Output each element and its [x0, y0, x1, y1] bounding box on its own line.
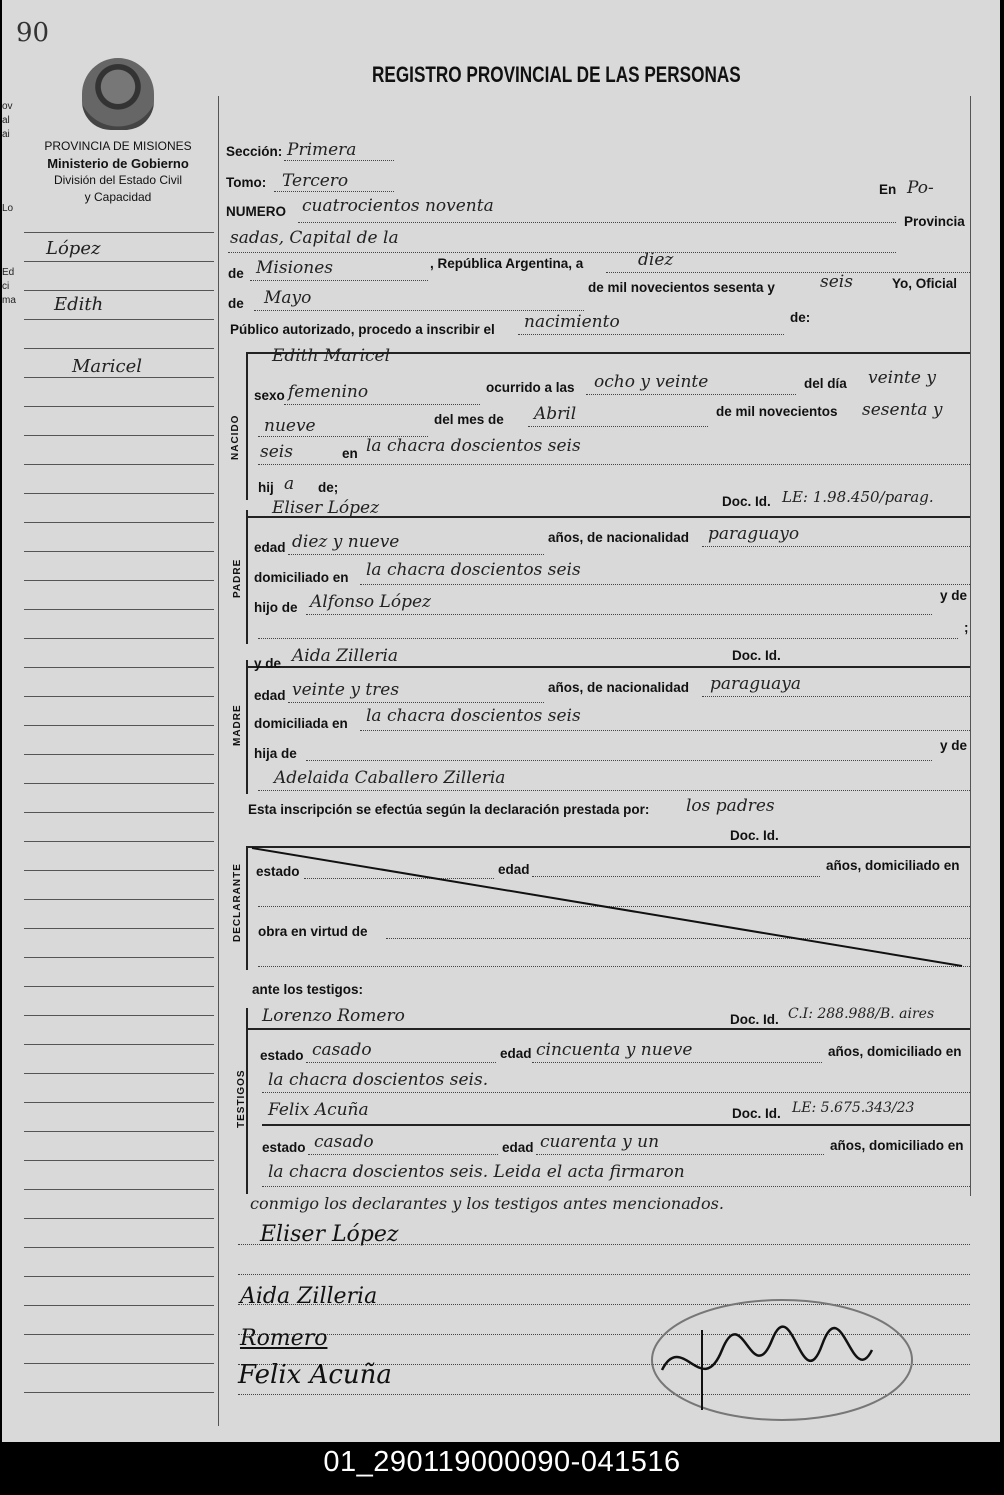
margin-rule: [24, 1276, 214, 1277]
dotted-line: [274, 191, 394, 192]
madre-yde-label: y de: [254, 656, 282, 671]
dotted-line: [288, 554, 544, 555]
edge-text: Lo: [2, 203, 14, 214]
closing-text: conmigo los declarantes y los testigos antes mencionados.: [250, 1194, 724, 1213]
ocurrido-label: ocurrido a las: [486, 380, 575, 395]
de-label: de: [228, 266, 244, 281]
agency-capacity: y Capacidad: [84, 190, 152, 204]
dotted-line: [306, 614, 932, 615]
numero-label: NUMERO: [226, 204, 286, 219]
de3-label: de:: [790, 310, 811, 325]
testigo2-edad-label: edad: [502, 1140, 534, 1155]
margin-rule: [24, 725, 214, 726]
margin-rule: [24, 580, 214, 581]
seccion-value: Primera: [287, 140, 357, 160]
lugar-value: la chacra doscientos seis: [366, 436, 581, 456]
anio2-value: seis: [260, 442, 293, 462]
agency-division: División del Estado Civil: [53, 173, 183, 187]
hij-label: hij: [258, 480, 274, 495]
declaracion-label: Esta inscripción se efectúa según la declaración prestada por:: [248, 802, 650, 817]
provincia-label: Provincia: [904, 214, 965, 229]
dotted-line: [254, 310, 584, 311]
madre-doc-label: Doc. Id.: [732, 648, 781, 663]
agency-ministry: Ministerio de Gobierno: [47, 156, 189, 171]
anio-label: de mil novecientos: [716, 404, 838, 419]
day-value: diez: [638, 250, 674, 270]
margin-rule: [24, 435, 214, 436]
testigo1-estado-label: estado: [260, 1048, 304, 1063]
margin-rule: [24, 464, 214, 465]
padre-doc-value: LE: 1.98.450/parag.: [782, 488, 934, 506]
edge-text: Ed: [2, 267, 15, 278]
del-dia-label: del día: [804, 376, 847, 391]
year-value: seis: [820, 272, 853, 292]
official-stamp-signature: [642, 1290, 932, 1430]
testigo2-estado-label: estado: [262, 1140, 306, 1155]
madre-hija-label: hija de: [254, 746, 297, 761]
dotted-line: [586, 394, 796, 395]
act-value: nacimiento: [524, 312, 620, 332]
declarante-obra-label: obra en virtud de: [258, 924, 368, 939]
testigo1-doc-label: Doc. Id.: [730, 1012, 779, 1027]
margin-first-name: Edith: [54, 294, 104, 315]
declarante-doc-label: Doc. Id.: [730, 828, 779, 843]
margin-rule: [24, 870, 214, 871]
testigo2-estado-value: casado: [314, 1132, 374, 1152]
margin-rule: [24, 928, 214, 929]
dotted-line: [306, 1062, 496, 1063]
margin-rule: [24, 232, 214, 233]
margin-rule: [24, 1044, 214, 1045]
hij-de-label: de;: [318, 480, 339, 495]
margin-surname: López: [46, 238, 101, 259]
signature-rule: [238, 1274, 970, 1275]
madre-name: Aida Zilleria: [292, 646, 399, 666]
testigos-ante-label: ante los testigos:: [252, 982, 364, 997]
tomo-label: Tomo:: [226, 175, 267, 190]
testigo2-doc-value: LE: 5.675.343/23: [792, 1100, 915, 1116]
margin-divider: [218, 96, 219, 1426]
margin-rule: [24, 1363, 214, 1364]
section-bar: [246, 352, 248, 500]
dotted-line: [528, 426, 708, 427]
hij-value: a: [284, 474, 295, 494]
dotted-line: [258, 638, 958, 639]
madre-edad-value: veinte y tres: [292, 680, 400, 700]
edge-text: al: [2, 115, 10, 126]
margin-rule: [24, 638, 214, 639]
margin-rule: [24, 1073, 214, 1074]
right-border: [970, 96, 971, 1196]
dia-value: veinte y: [868, 368, 936, 388]
testigo2-edad-value: cuarenta y un: [540, 1132, 660, 1152]
padre-y-de-label: y de: [940, 588, 968, 603]
dotted-line: [298, 222, 896, 223]
margin-rule: [24, 1392, 214, 1393]
margin-rule: [24, 406, 214, 407]
margin-rule: [24, 261, 214, 262]
edge-text: ci: [2, 281, 10, 292]
publico-label: Público autorizado, procedo a inscribir el: [230, 322, 495, 337]
seccion-label: Sección:: [226, 144, 283, 159]
hora-value: ocho y veinte: [594, 372, 709, 392]
document-header: REGISTRO PROVINCIAL DE LAS PERSONAS: [372, 62, 741, 87]
dotted-line: [702, 546, 970, 547]
padre-hijo-label: hijo de: [254, 600, 298, 615]
declaracion-value: los padres: [686, 796, 775, 816]
en-label: En: [879, 182, 897, 197]
testigo2-anios-label: años, domiciliado en: [830, 1138, 964, 1153]
issuing-agency: [18, 138, 218, 206]
margin-rule: [24, 290, 214, 291]
testigo1-anios-label: años, domiciliado en: [828, 1044, 962, 1059]
margin-rule: [24, 899, 214, 900]
signature-witness-2: Felix Acuña: [238, 1360, 392, 1390]
margin-rule: [24, 1102, 214, 1103]
anio-value: sesenta y: [862, 400, 943, 420]
oficial-label: Yo, Oficial: [892, 276, 958, 291]
madre-nac-value: paraguaya: [710, 674, 801, 694]
dotted-line: [284, 160, 394, 161]
place-value: sadas, Capital de la: [230, 228, 399, 248]
dotted-line: [308, 1154, 498, 1155]
testigo1-edad-label: edad: [500, 1046, 532, 1061]
sexo-value: femenino: [288, 382, 369, 402]
section-bar: [246, 510, 248, 644]
mes-label: del mes de: [434, 412, 504, 427]
testigos-section-label: TESTIGOS: [236, 1069, 247, 1128]
dotted-line: [258, 464, 970, 465]
margin-rule: [24, 1189, 214, 1190]
dotted-line: [288, 702, 544, 703]
margin-rule: [24, 1015, 214, 1016]
margin-rule: [24, 667, 214, 668]
dotted-line: [360, 730, 970, 731]
republica-label: , República Argentina, a: [430, 256, 584, 271]
mes-value: Abril: [534, 404, 577, 424]
margin-rule: [24, 319, 214, 320]
register-page: [2, 0, 1000, 1442]
cancel-strike-line: [248, 846, 970, 970]
margin-rule: [24, 812, 214, 813]
margin-rule: [24, 551, 214, 552]
padre-dom-value: la chacra doscientos seis: [366, 560, 581, 580]
margin-rule: [24, 986, 214, 987]
edge-text: ma: [2, 295, 16, 306]
dotted-line: [306, 760, 932, 761]
image-identifier: 01_290119000090-041516: [323, 1446, 681, 1478]
province-value: Misiones: [256, 258, 333, 278]
dotted-line: [284, 404, 480, 405]
dotted-line: [536, 1154, 824, 1155]
dotted-line: [532, 1062, 822, 1063]
signature-mother: Aida Zilleria: [240, 1284, 378, 1309]
madre-madre-de: Adelaida Caballero Zilleria: [274, 768, 506, 788]
edge-text: ov: [2, 101, 13, 112]
padre-section-label: PADRE: [232, 558, 243, 598]
declarante-section-label: DECLARANTE: [232, 863, 243, 942]
testigo1-edad-value: cincuenta y nueve: [536, 1040, 693, 1060]
margin-rule: [24, 609, 214, 610]
en-lugar-label: en: [342, 446, 358, 461]
agency-province: PROVINCIA DE MISIONES: [44, 139, 192, 153]
madre-edad-label: edad: [254, 688, 286, 703]
de2-label: de: [228, 296, 244, 311]
declarante-edad-label: edad: [498, 862, 530, 877]
margin-rule: [24, 957, 214, 958]
edge-text: ai: [2, 129, 10, 140]
margin-rule: [24, 377, 214, 378]
section-rule: [248, 666, 970, 668]
margin-rule: [24, 522, 214, 523]
testigo2-doc-label: Doc. Id.: [732, 1106, 781, 1121]
margin-rule: [24, 493, 214, 494]
testigo1-name: Lorenzo Romero: [262, 1006, 405, 1026]
dotted-line: [250, 280, 428, 281]
padre-nac-value: paraguayo: [708, 524, 800, 544]
section-rule: [262, 1124, 970, 1126]
en-value: Po-: [907, 178, 934, 198]
section-rule: [248, 1028, 970, 1030]
declarante-estado-label: estado: [256, 864, 300, 879]
dia2-value: nueve: [264, 416, 316, 436]
madre-dom-label: domiciliada en: [254, 716, 348, 731]
margin-rule: [24, 783, 214, 784]
margin-rule: [24, 1247, 214, 1248]
padre-dom-label: domiciliado en: [254, 570, 349, 585]
testigo1-doc-value: C.I: 288.988/B. aires: [788, 1006, 935, 1022]
nacido-name: Edith Maricel: [272, 346, 391, 366]
padre-edad-label: edad: [254, 540, 286, 555]
margin-rule: [24, 1334, 214, 1335]
section-bar: [246, 660, 248, 794]
margin-middle-name: Maricel: [72, 356, 143, 377]
madre-y-de-label: y de: [940, 738, 968, 753]
year-label: de mil novecientos sesenta y: [588, 280, 775, 295]
padre-name: Eliser López: [272, 498, 380, 518]
madre-nac-label: años, de nacionalidad: [548, 680, 690, 695]
page-number: 90: [16, 18, 50, 48]
padre-doc-label: Doc. Id.: [722, 494, 771, 509]
dotted-line: [228, 252, 896, 253]
padre-semicolon: ;: [964, 620, 969, 635]
margin-rule: [24, 1160, 214, 1161]
dotted-line: [702, 696, 970, 697]
numero-value: cuatrocientos noventa: [302, 196, 494, 216]
dotted-line: [262, 1186, 970, 1187]
padre-nac-label: años, de nacionalidad: [548, 530, 690, 545]
margin-rule: [24, 348, 214, 349]
tomo-value: Tercero: [282, 171, 349, 191]
margin-rule: [24, 1131, 214, 1132]
dotted-line: [518, 334, 784, 335]
margin-rule: [24, 1305, 214, 1306]
madre-dom-value: la chacra doscientos seis: [366, 706, 581, 726]
signature-witness-1: Romero: [240, 1326, 328, 1351]
dotted-line: [360, 584, 970, 585]
testigo1-dom-value: la chacra doscientos seis.: [268, 1070, 489, 1090]
testigo2-dom-value: la chacra doscientos seis. Leida el acta firmaron: [268, 1162, 685, 1182]
dotted-line: [258, 790, 970, 791]
margin-rule: [24, 754, 214, 755]
signature-father: Eliser López: [260, 1222, 399, 1247]
adjacent-page-edge: [2, 100, 14, 308]
dotted-line: [606, 272, 970, 273]
coat-of-arms-icon: [82, 58, 154, 130]
dotted-line: [262, 1092, 970, 1093]
testigo1-estado-value: casado: [312, 1040, 372, 1060]
padre-padre-de: Alfonso López: [310, 592, 431, 612]
declarante-anios-label: años, domiciliado en: [826, 858, 960, 873]
margin-rule: [24, 1218, 214, 1219]
testigo2-name: Felix Acuña: [268, 1100, 369, 1120]
margin-rule: [24, 841, 214, 842]
sexo-label: sexo: [254, 388, 285, 403]
margin-rule: [24, 696, 214, 697]
month-value: Mayo: [264, 288, 312, 308]
nacido-section-label: NACIDO: [230, 414, 241, 460]
padre-edad-value: diez y nueve: [292, 532, 400, 552]
madre-section-label: MADRE: [232, 704, 243, 746]
